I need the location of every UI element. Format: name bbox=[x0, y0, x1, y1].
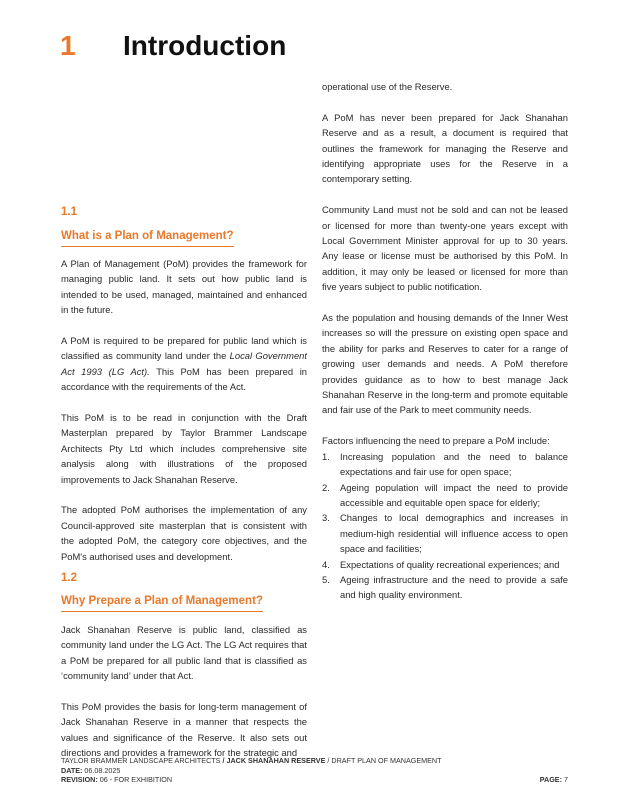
paragraph: operational use of the Reserve. bbox=[322, 81, 453, 92]
date-value: 06.08.2025 bbox=[82, 765, 121, 775]
list-text: Changes to local demographics and increases in medium-high residential will influence access to open space and facilities; bbox=[340, 512, 568, 555]
footer-line-1 bbox=[61, 756, 568, 766]
list-number: 3. bbox=[322, 512, 330, 524]
footer-separator: / bbox=[325, 756, 332, 765]
chapter-title: Introduction bbox=[123, 30, 287, 61]
footer-revision bbox=[61, 775, 568, 785]
paragraph: The adopted PoM authorises the implementation of any Council-approved site masterplan that is consistent with the adopted PoM, the category core objectives, and the PoM's authorised uses and development. bbox=[61, 504, 307, 562]
paragraph: Jack Shanahan Reserve is public land, classified as community land under the LG Act. The LG Act requires that a PoM be prepared for all public land that is classified as ‘community land’ under that Act. bbox=[61, 624, 307, 682]
section-1-1-number: 1.1 bbox=[61, 206, 77, 218]
revision-label: REVISION: bbox=[61, 775, 98, 785]
chapter-number: 1 bbox=[60, 30, 76, 61]
paragraph bbox=[61, 333, 307, 395]
footer-project: JACK SHANAHAN RESERVE bbox=[226, 756, 326, 765]
list-number: 2. bbox=[322, 481, 330, 493]
date-label: DATE: bbox=[61, 765, 83, 775]
section-1-1-body bbox=[61, 256, 307, 579]
paragraph: This PoM is to be read in conjunction with the Draft Masterplan prepared by Taylor Brammer Landscape Architects Pty Ltd which includes comprehensive site analysis along with illustrations of the proposed improvements to Jack Shanahan Reserve. bbox=[61, 412, 307, 485]
list-number: 4. bbox=[322, 558, 330, 570]
paragraph: This PoM provides the basis for long-term management of Jack Shanahan Reserve in a manner that respects the values and significance of the Reserve. It also sets out directions and provides a framework for the strategic and bbox=[61, 701, 307, 759]
list-item bbox=[322, 557, 568, 572]
factors-intro: Factors influencing the need to prepare a PoM include: bbox=[322, 435, 550, 447]
act-reference: Local Government Act 1993 (LG Act). bbox=[61, 350, 307, 377]
list-number: 5. bbox=[322, 573, 330, 585]
section-1-1-title: What is a Plan of Management? bbox=[61, 230, 234, 247]
list-item bbox=[322, 572, 568, 603]
section-1-2-title: Why Prepare a Plan of Management? bbox=[61, 595, 263, 612]
list-item bbox=[322, 480, 568, 511]
footer-document: DRAFT PLAN OF MANAGEMENT bbox=[331, 756, 442, 765]
footer-separator: / bbox=[220, 756, 227, 765]
paragraph-text: A PoM is required to be prepared for public land which is classified as community land under the bbox=[61, 335, 307, 362]
page-footer bbox=[61, 756, 568, 785]
list-text: Ageing population will impact the need to provide accessible and equitable open space for elderly; bbox=[340, 481, 568, 508]
list-number: 1. bbox=[322, 450, 330, 462]
paragraph: A PoM has never been prepared for Jack Shanahan Reserve and as a result, a document is required that outlines the framework for managing the Reserve and identifying appropriate uses for the Reserve in a contemporary setting. bbox=[322, 111, 568, 185]
section-1-2-body bbox=[61, 622, 307, 776]
footer-date bbox=[61, 766, 568, 776]
page-number bbox=[540, 775, 568, 785]
list-item bbox=[322, 449, 568, 480]
right-column bbox=[322, 79, 568, 603]
page-label: PAGE: bbox=[539, 775, 562, 784]
paragraph-text: This PoM has been prepared in accordance with the requirements of the Act. bbox=[61, 365, 307, 393]
list-item bbox=[322, 510, 568, 556]
paragraph: A Plan of Management (PoM) provides the framework for managing public land. It sets out how public land is intended to be used, managed, maintained and enhanced in the future. bbox=[61, 258, 307, 316]
list-text: Expectations of quality recreational experiences; and bbox=[340, 558, 560, 570]
paragraph: Community Land must not be sold and can not be leased or licensed for more than twenty-one years except with Local Government Minister approval for up to 30 years. Any lease or license must be authorised by this PoM. In addition, it may only be leased or licensed for more than five years subject to public notification. bbox=[322, 204, 568, 293]
paragraph: As the population and housing demands of the Inner West increases so will the pressure on existing open space and the ability for parks and Reserves to cater for a range of growing user demands and needs. A PoM therefore provides guidance as to how to best manage Jack Shanahan Reserve in the long-term and promote equitable and fair use of the Park to meet community needs. bbox=[322, 312, 568, 416]
section-1-2-number: 1.2 bbox=[61, 572, 77, 584]
factors-list bbox=[322, 449, 568, 603]
revision-value: 06 - FOR EXHIBITION bbox=[97, 775, 173, 785]
list-text: Ageing infrastructure and the need to provide a safe and high quality environment. bbox=[340, 573, 568, 601]
page-value: 7 bbox=[562, 775, 568, 784]
list-text: Increasing population and the need to balance expectations and fair use for open space; bbox=[340, 450, 568, 478]
footer-company: TAYLOR BRAMMER LANDSCAPE ARCHITECTS bbox=[61, 756, 221, 765]
